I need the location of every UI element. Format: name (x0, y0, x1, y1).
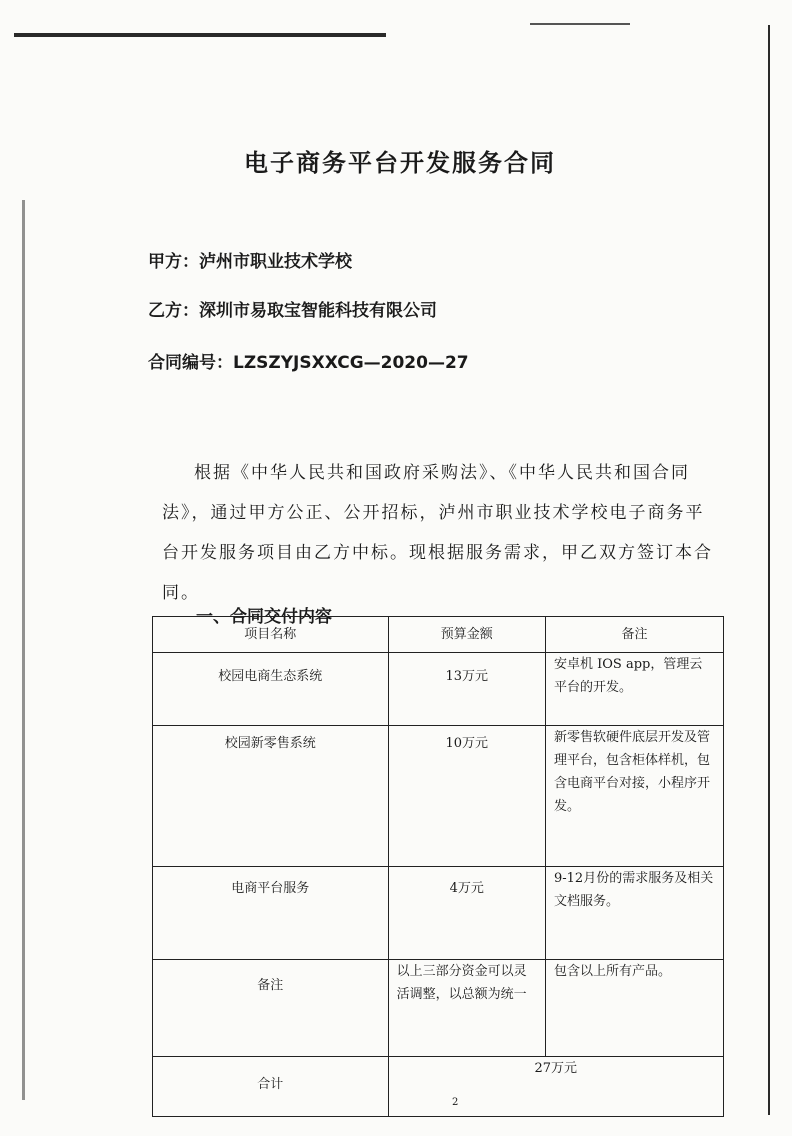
scan-edge-left (22, 200, 25, 1100)
page-number: 2 (452, 1097, 459, 1108)
document-title: 电子商务平台开发服务合同 (244, 149, 556, 177)
item-note: 新零售软硬件底层开发及管理平台，包含柜体样机，包含电商平台对接，小程序开发。 (546, 726, 724, 867)
item-amount: 10万元 (388, 726, 545, 867)
item-note: 安卓机 IOS app，管理云平台的开发。 (546, 653, 724, 726)
item-name: 备注 (153, 960, 389, 1057)
section-heading: 一、合同交付内容 (196, 607, 332, 627)
item-name: 校园新零售系统 (153, 726, 389, 867)
header-cell: 备注 (546, 617, 724, 653)
item-amount: 以上三部分资金可以灵活调整，以总额为统一 (388, 960, 545, 1057)
contract-number: 合同编号：LZSZYJSXXCG—2020—27 (148, 353, 469, 373)
scan-edge-top (14, 33, 386, 37)
item-note: 包含以上所有产品。 (546, 960, 724, 1057)
party-b: 乙方：深圳市易取宝智能科技有限公司 (148, 301, 437, 321)
table-row (153, 867, 724, 960)
table-total-row (153, 1057, 724, 1117)
scan-edge-right (768, 25, 770, 1115)
delivery-table (152, 616, 724, 1117)
table-header-row (153, 617, 724, 653)
table-row (153, 726, 724, 867)
table-row (153, 960, 724, 1057)
item-name: 电商平台服务 (153, 867, 389, 960)
total-label: 合计 (153, 1057, 389, 1117)
party-a: 甲方：泸州市职业技术学校 (148, 252, 352, 272)
header-cell: 预算金额 (388, 617, 545, 653)
item-amount: 13万元 (388, 653, 545, 726)
table-row (153, 653, 724, 726)
item-note: 9-12月份的需求服务及相关文档服务。 (546, 867, 724, 960)
item-name: 校园电商生态系统 (153, 653, 389, 726)
scan-edge-top-right (530, 23, 630, 25)
intro-paragraph (162, 453, 722, 613)
intro-text: 根据《中华人民共和国政府采购法》、《中华人民共和国合同法》，通过甲方公正、公开招标，泸州市职业技术学校电子商务平台开发服务项目由乙方中标。现根据服务需求，甲乙双方签订本合同。 (162, 463, 713, 603)
item-amount: 4万元 (388, 867, 545, 960)
total-value: 27万元 (388, 1057, 723, 1117)
header-cell: 项目名称 (153, 617, 389, 653)
